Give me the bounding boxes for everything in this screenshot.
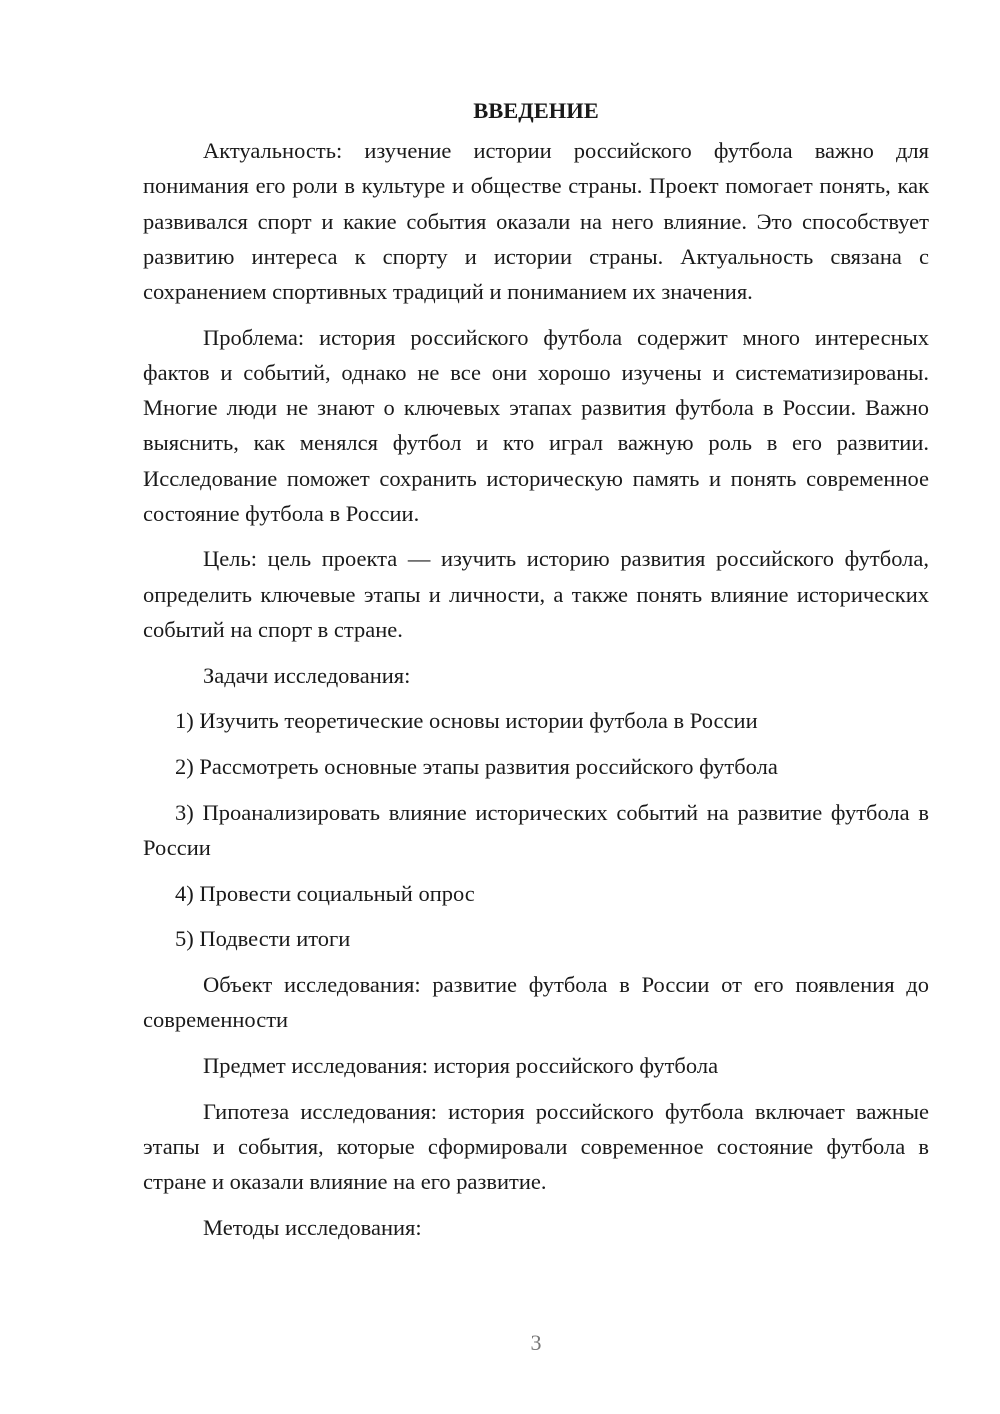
- paragraph-problem: Проблема: история российского футбола содержит много интересных фактов и событий, однако не все они хорошо изучены и систематизированы. Многие люди не знают о ключевых этапах развития футбола в России. Важно выяснить, как менялся футбол и кто играл важную роль в его развитии. Исследование поможет сохранить историческую память и понять современное состояние футбола в России.: [143, 324, 929, 526]
- document-page: [143, 93, 929, 1255]
- paragraph-goal: Цель: цель проекта — изучить историю развития российского футбола, определить ключевые этапы и личности, а также понять влияние исторических событий на спорт в стране.: [143, 546, 929, 642]
- paragraph-object: Объект исследования: развитие футбола в России от его появления до современности: [143, 971, 929, 1033]
- page-number: 3: [530, 1330, 542, 1355]
- paragraph-hypothesis: Гипотеза исследования: история российского футбола включает важные этапы и события, которые сформировали современное состояние футбола в стране и оказали влияние на его развитие.: [143, 1098, 929, 1194]
- paragraph-subject: Предмет исследования: история российского футбола: [203, 1052, 719, 1078]
- task-item: 3) Проанализировать влияние исторических событий на развитие футбола в России: [143, 799, 929, 860]
- task-item: 4) Провести социальный опрос: [175, 880, 475, 906]
- paragraph-methods: Методы исследования:: [203, 1214, 422, 1240]
- paragraph-tasks-title: Задачи исследования:: [203, 662, 411, 688]
- task-item: 5) Подвести итоги: [175, 926, 351, 952]
- task-item: 1) Изучить теоретические основы истории футбола в России: [175, 708, 758, 734]
- section-heading: ВВЕДЕНИЕ: [473, 98, 599, 123]
- paragraph-relevance: Актуальность: изучение истории российского футбола важно для понимания его роли в культуре и обществе страны. Проект помогает понять, как развивался спорт и какие события оказали на него влияние. Это способствует развитию интереса к спорту и истории страны. Актуальность связана с сохранением спортивных традиций и пониманием их значения.: [143, 138, 929, 305]
- task-item: 2) Рассмотреть основные этапы развития российского футбола: [175, 753, 778, 779]
